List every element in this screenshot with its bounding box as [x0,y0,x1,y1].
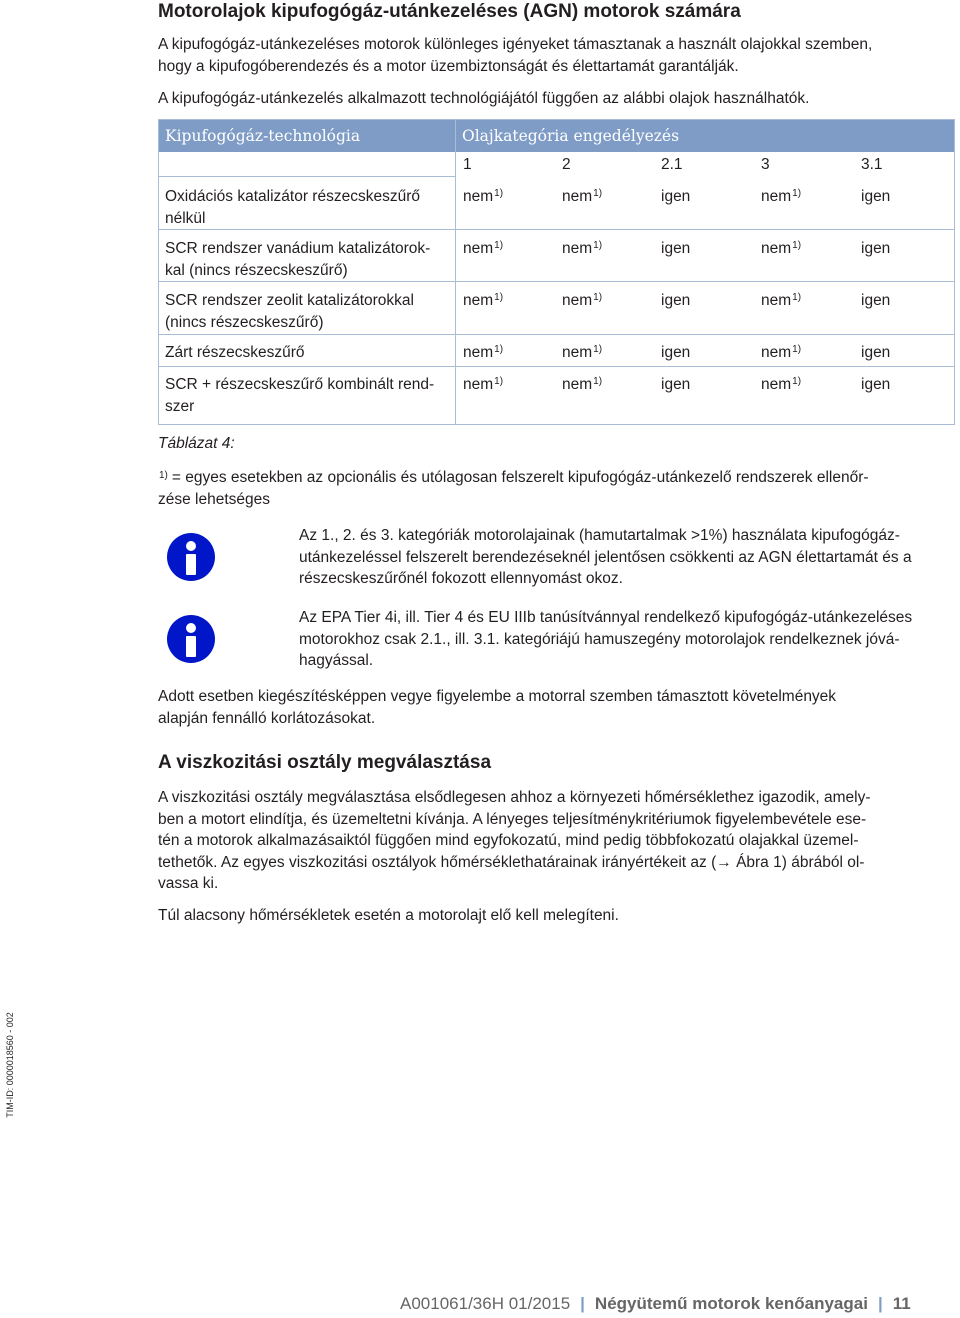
table-caption: Táblázat 4: [158,435,235,452]
header-oil-category: Olajkategória engedélyezés [462,127,680,145]
row-label [165,342,450,364]
page-number: 11 [892,1294,911,1313]
info-line: Az EPA Tier 4i, ill. Tier 4 és EU IIIb tanúsítvánnyal rendelkező kipufogógáz-utánkezeléses [299,609,913,626]
table-cell [562,342,602,364]
cell-value: nem [463,292,494,309]
category-label: 2.1 [661,156,683,173]
cell-value: nem [562,240,593,257]
table-cell [861,238,890,260]
footnote-marker: 1) [494,376,504,387]
row-label [165,238,450,281]
footnote-marker: 1) [159,470,168,481]
table-cell [761,186,801,208]
row-label-line: Oxidációs katalizátor részecskeszűrő [165,188,420,205]
cell-value: nem [562,344,593,361]
footnote-marker: 1) [593,240,603,251]
cell-value: nem [761,376,792,393]
row-label [165,374,450,417]
cell-value: nem [562,376,593,393]
row-label-line: kal (nincs részecskeszűrő) [165,261,348,279]
cell-value: igen [661,344,691,361]
footnote-marker: 1) [593,344,603,355]
footnote-marker: 1) [792,376,802,387]
footnote-line: zése lehetséges [158,490,271,508]
row-label-line: nélkül [165,209,206,227]
section-title: Motorolajok kipufogógáz-utánkezeléses (AGN) motorok számára [158,1,741,22]
footnote-marker: 1) [792,344,802,355]
table-cell [463,238,503,260]
info-note-1 [299,525,912,590]
column-divider [455,120,456,424]
document-id: TIM-ID: 0000018560 - 002 [5,1012,15,1118]
paragraph-line: tén a motorok alkalmazásaiktól függően mind egyfokozatú, mind pedig többfokozatú olajakkal üzemel- [158,832,859,849]
cell-value: nem [562,292,593,309]
row-divider [159,334,954,335]
info-icon [167,615,215,663]
row-divider [159,366,954,367]
paragraph-line: tethetők. Az egyes viszkozitási osztályok hőmérséklethatárainak irányértékeit az (→ Ábra 1) ábrából ol- [158,853,865,871]
footnote-text: = egyes esetekben az opcionális és utólagosan felszerelt kipufogógáz-utánkezelő rendszerek ellenőr- [171,469,869,486]
info-line: utánkezeléssel felszerelt berendezéseknél jelentősen csökkenti az AGN élettartamát és a [299,548,912,566]
table-cell [861,290,890,312]
table-cell [661,342,690,364]
row-label-line: Zárt részecskeszűrő [165,344,305,361]
category-label: 2 [562,156,571,173]
footnote-marker: 1) [494,344,504,355]
cell-value: nem [761,188,792,205]
paragraph-line: alapján fennálló korlátozásokat. [158,709,376,727]
document-title: Négyütemű motorok kenőanyagai [594,1294,868,1313]
row-label-line: SCR rendszer vanádium katalizátorok- [165,240,431,257]
oil-category-table [158,119,955,425]
row-divider [159,229,954,230]
footnote-marker: 1) [494,240,504,251]
footnote-marker: 1) [593,376,603,387]
table-cell [861,186,890,208]
table-cell [761,342,801,364]
cell-value: igen [861,344,891,361]
section-title: A viszkozitási osztály megválasztása [158,752,492,773]
cell-value: igen [861,292,891,309]
table-cell [463,290,503,312]
document-number: A001061/36H 01/2015 [400,1294,571,1313]
cell-value: nem [463,376,494,393]
footnote-line [158,467,869,489]
cell-value: nem [463,188,494,205]
table-cell [761,290,801,312]
cell-value: nem [761,240,792,257]
info-line: részecskeszűrőnél fokozott ellennyomást okoz. [299,570,623,587]
footer-separator: | [580,1294,585,1313]
info-line: Az 1., 2. és 3. kategóriák motorolajainak (hamutartalmak >1%) használata kipufogógáz- [299,527,900,544]
intro-line: hogy a kipufogóberendezés és a motor üzembiztonságát és élettartamát garantálják. [158,57,739,75]
table-cell [562,186,602,208]
footnote-marker: 1) [792,240,802,251]
cell-value: nem [463,240,494,257]
table-cell [562,374,602,396]
table-cell [861,342,890,364]
table-header [159,120,954,152]
paragraph-line: ben a motort elindítja, és üzemeltetni kívánja. A lényeges teljesítménykritériumok figyelembevétele ese- [158,810,867,828]
info-note-2 [299,607,912,672]
restriction-paragraph [158,686,836,729]
footnote-marker: 1) [593,188,603,199]
row-label [165,186,450,229]
row-label-line: SCR + részecskeszűrő kombinált rend- [165,376,435,393]
cell-value: igen [661,188,691,205]
table-cell [761,374,801,396]
paragraph-line: vassa ki. [158,875,219,892]
viscosity-paragraph [158,787,871,895]
cell-value: igen [861,188,891,205]
row-label [165,290,450,333]
table-cell [463,374,503,396]
table-cell [463,186,503,208]
cell-value: nem [761,292,792,309]
paragraph-line: A viszkozitási osztály megválasztása elsődlegesen ahhoz a környezeti hőmérséklethez igazodik, amely- [158,789,871,806]
header-technology: Kipufogógáz-technológia [165,127,361,145]
intro-line: A kipufogógáz-utánkezeléses motorok különleges igényeket támasztanak a használt olajokkal szemben, [158,36,873,53]
page-footer [400,1294,911,1316]
preheat-paragraph: Túl alacsony hőmérsékletek esetén a motorolajt elő kell melegíteni. [158,907,619,924]
cell-value: igen [861,376,891,393]
table-cell [661,238,690,260]
table-cell [463,342,503,364]
cell-value: igen [661,240,691,257]
row-label-line: szer [165,397,195,415]
info-line: motorokhoz csak 2.1., ill. 3.1. kategóriájú hamuszegény motorolajok rendelkeznek jóvá- [299,630,900,648]
footnote [158,467,869,510]
cell-value: nem [562,188,593,205]
footnote-marker: 1) [593,292,603,303]
cell-value: igen [661,376,691,393]
footnote-marker: 1) [494,188,504,199]
cell-value: igen [661,292,691,309]
cell-value: nem [463,344,494,361]
row-divider [159,281,954,282]
category-label: 3.1 [861,156,883,173]
row-label-line: SCR rendszer zeolit katalizátorokkal [165,292,414,309]
table-cell [562,290,602,312]
table-cell [661,374,690,396]
info-icon [167,533,215,581]
intro-paragraph-2: A kipufogógáz-utánkezelés alkalmazott technológiájától függően az alábbi olajok használhatók. [158,90,810,107]
table-cell [761,238,801,260]
paragraph-line: Adott esetben kiegészítésképpen vegye figyelembe a motorral szemben támasztott követelmények [158,688,837,705]
footnote-marker: 1) [792,292,802,303]
intro-paragraph [158,34,872,77]
footnote-marker: 1) [494,292,504,303]
category-label: 1 [463,156,472,173]
info-line: hagyással. [299,652,374,669]
cell-value: nem [761,344,792,361]
row-divider [159,176,456,177]
footer-separator: | [877,1294,883,1313]
cell-value: igen [861,240,891,257]
table-cell [661,290,690,312]
table-cell [861,374,890,396]
row-label-line: (nincs részecskeszűrő) [165,313,324,331]
category-label: 3 [761,156,770,173]
table-cell [661,186,690,208]
footnote-marker: 1) [792,188,802,199]
table-cell [562,238,602,260]
